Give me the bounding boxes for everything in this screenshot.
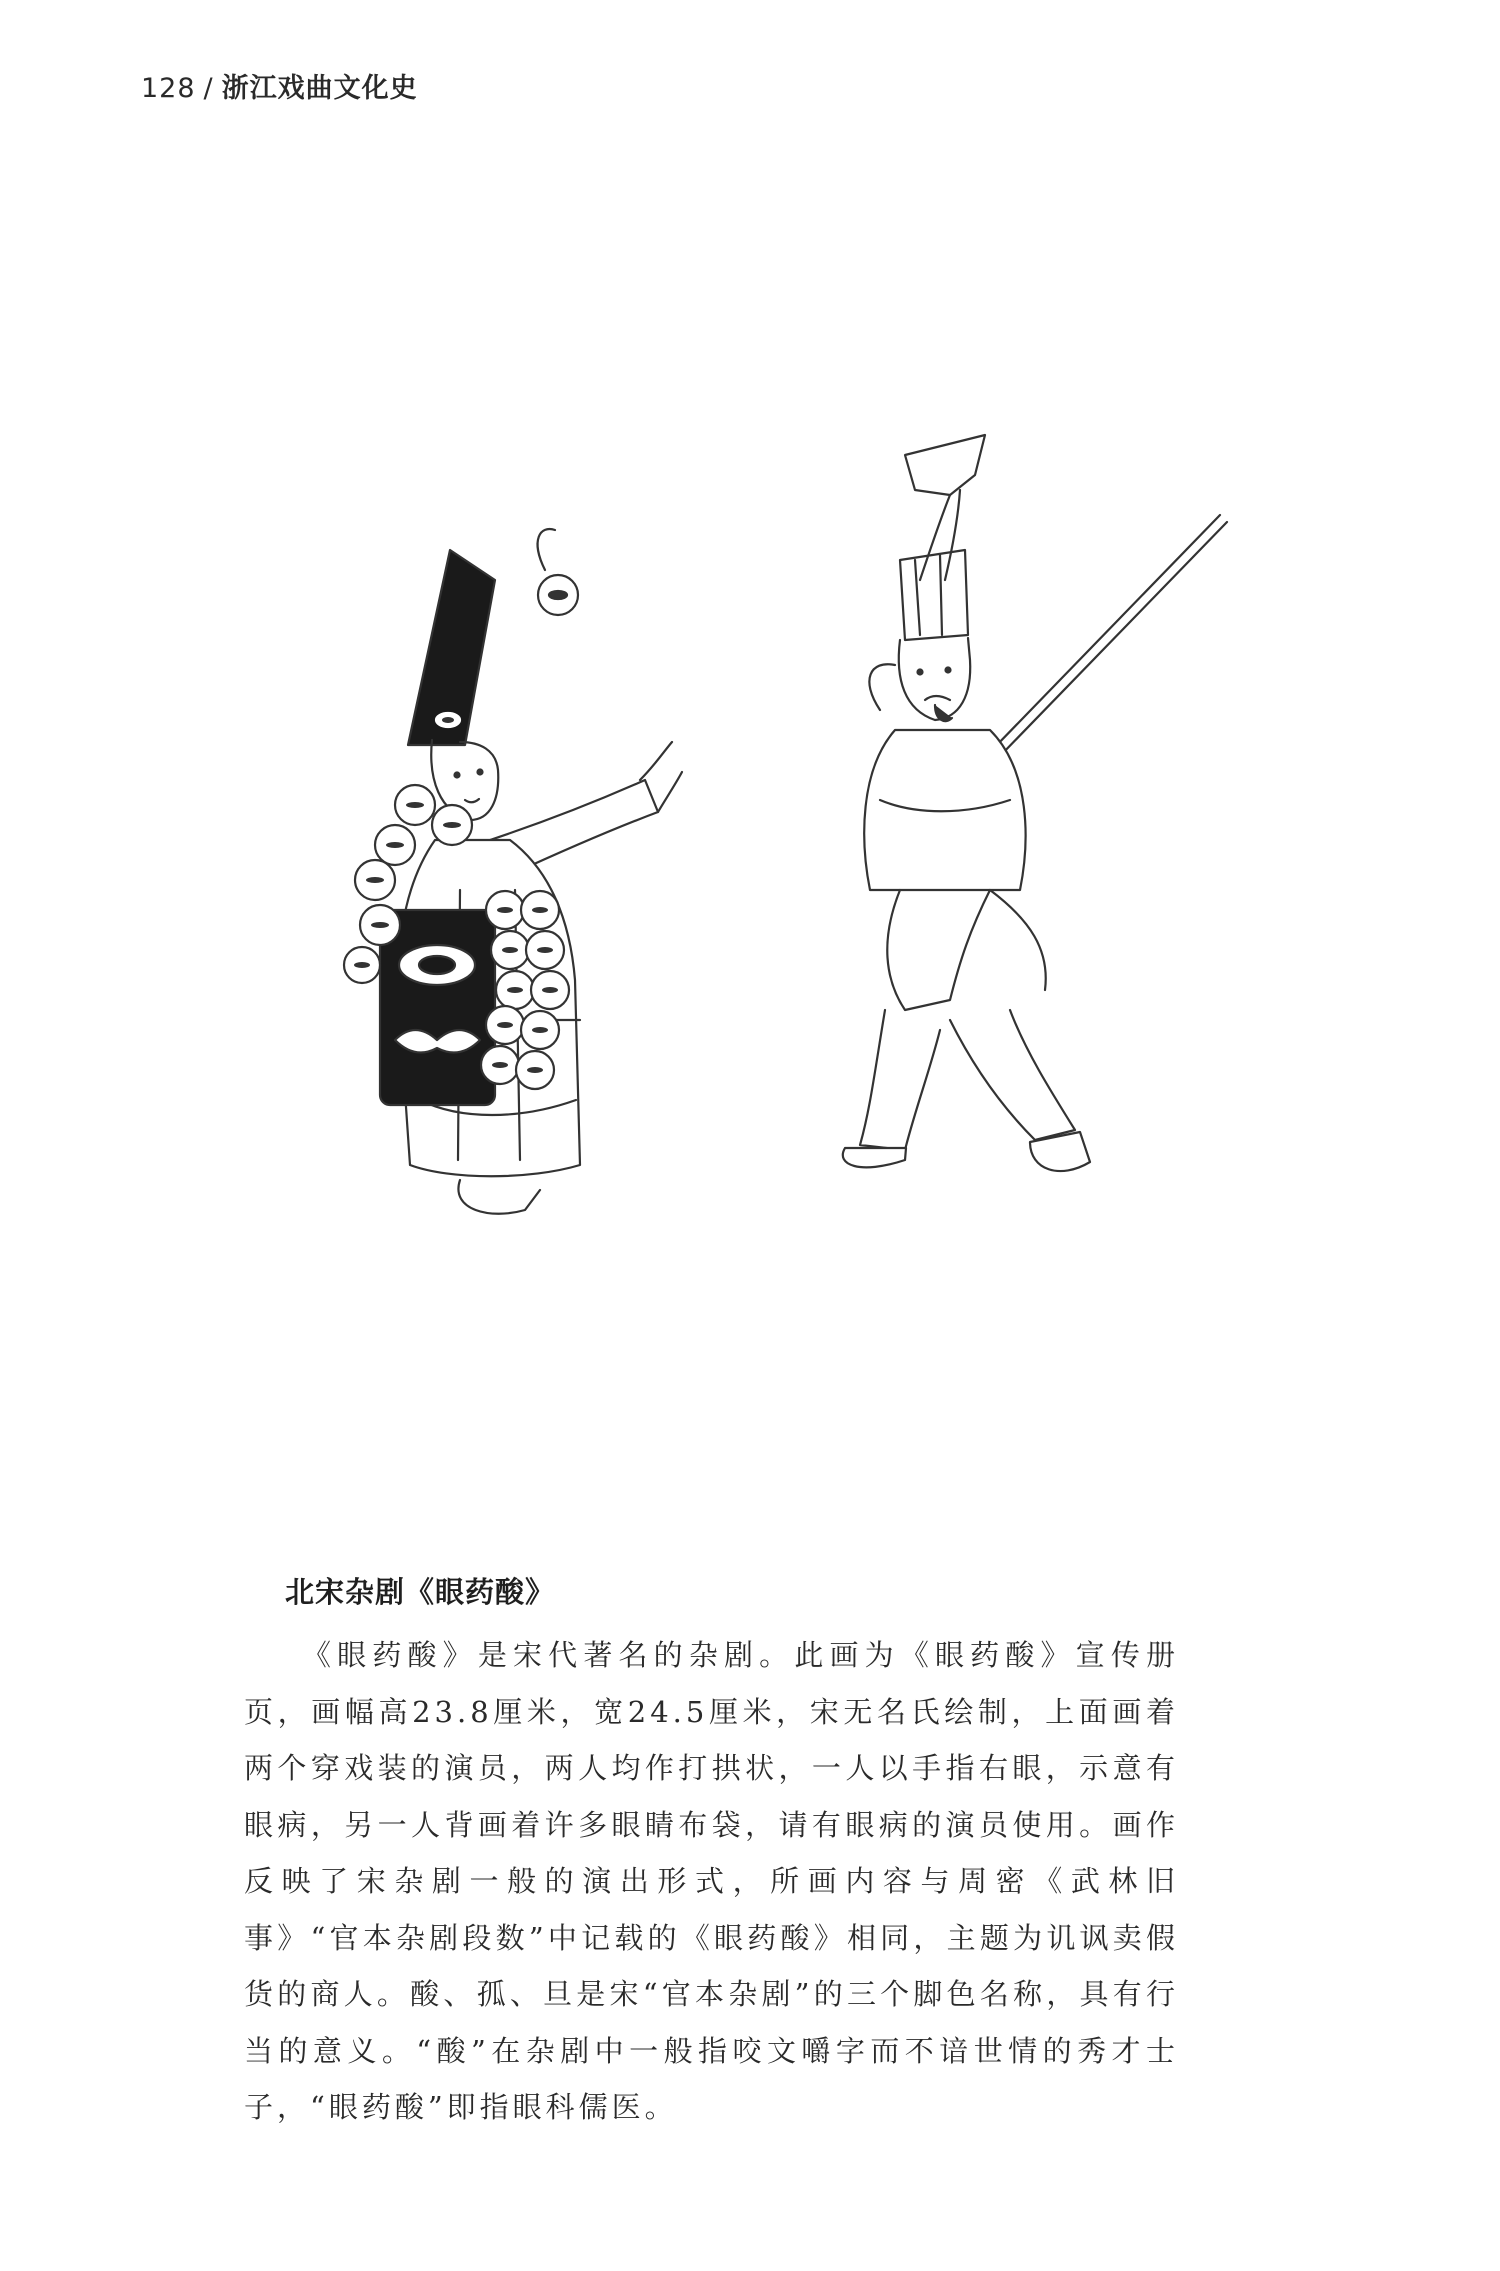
left-performer-figure <box>344 529 682 1214</box>
body-text <box>244 1627 1179 2136</box>
body-paragraph: 《眼药酸》是宋代著名的杂剧。此画为《眼药酸》宣传册页，画幅高23.8厘米，宽24.5厘米，宋无名氏绘制，上面画着两个穿戏装的演员，两人均作打拱状，一人以手指右眼，示意有眼病，另一人背画着许多眼睛布袋，请有眼病的演员使用。画作反映了宋杂剧一般的演出形式，所画内容与周密《武林旧事》“官本杂剧段数”中记载的《眼药酸》相同，主题为讥讽卖假货的商人。酸、孤、旦是宋“官本杂剧”的三个脚色名称，具有行当的意义。“酸”在杂剧中一般指咬文嚼字而不谙世情的秀才士子，“眼药酸”即指眼科儒医。 <box>244 1638 1179 2124</box>
book-title: 浙江戏曲文化史 <box>221 73 418 104</box>
header-separator: / <box>203 73 214 104</box>
page-number: 128 <box>141 73 196 104</box>
right-performer-figure <box>843 435 1227 1171</box>
illustration-two-performers <box>340 420 1240 1320</box>
figure-caption: 北宋杂剧《眼药酸》 <box>285 1575 556 1609</box>
running-head <box>141 66 418 105</box>
